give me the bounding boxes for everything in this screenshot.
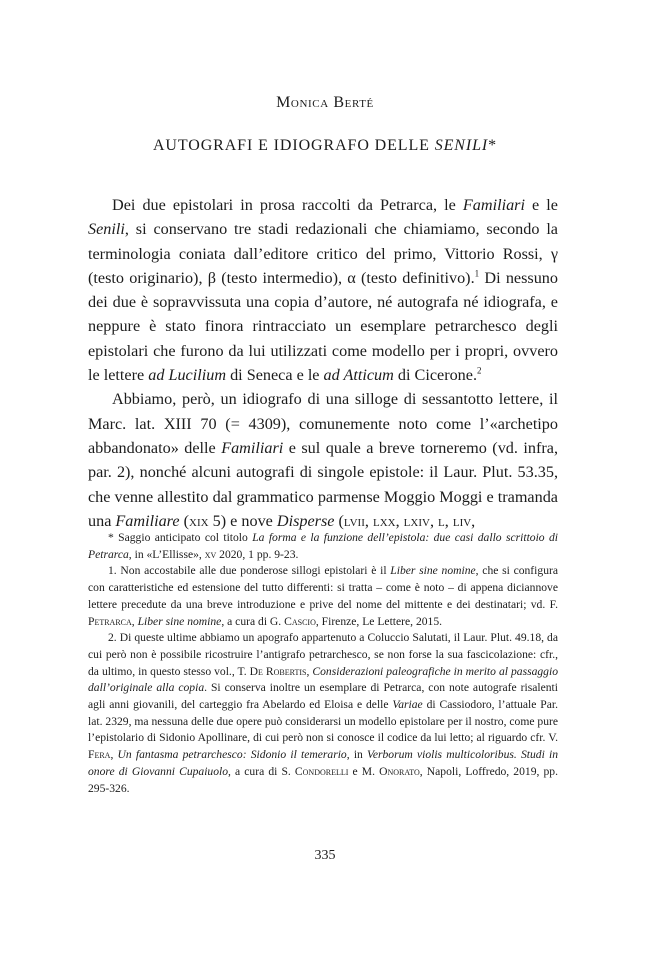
italic-run: Senili <box>88 220 125 239</box>
italic-run: ad Lucilium <box>148 366 227 385</box>
text-run: , <box>131 614 138 628</box>
text-run: , a cura di G. <box>221 614 285 628</box>
page-number: 335 <box>314 848 336 863</box>
small-caps-run: xv <box>204 547 217 561</box>
small-caps-run: Cascio <box>284 614 316 628</box>
text-run: di Cassiodoro, l’attuale Par. lat. 2329, ma nessuna delle due opere può considerarsi un modello epistolare per il nostro, come pure l’epistolario di Sidonio Apollinare, di cui però non si conosce il codice da lui letto; al riguardo cfr. V. <box>88 698 559 745</box>
text-run: 1. Non accostabile alle due ponderose sillogi epistolari è il <box>108 564 391 578</box>
italic-run: Considerazioni paleografiche in merito al passaggio dall’originale alla copia <box>88 664 559 695</box>
italic-run: Un fantasma petrarchesco: Sidonio il temerario <box>117 748 347 762</box>
main-text <box>88 193 558 533</box>
title-main: AUTOGRAFI E IDIOGRAFO DELLE <box>152 137 435 154</box>
article-title <box>0 137 650 155</box>
text-run: , che si configura con caratteristiche ed estensione del tutto differenti: si tratta – come è noto – di appena diciannove lettere precedute da una breve introduzione e prive del nome del mittente e dei destinatari; vd. F. <box>88 564 558 611</box>
footnote-ref-1: 1 <box>474 268 480 279</box>
author-name: Monica Berté <box>276 94 374 111</box>
small-caps-run: De Robertis <box>249 664 307 678</box>
text-run: Di nessuno dei due è sopravvissuta una copia d’autore, né autografa né idiografa, e neppure è stato finora rintracciato un esemplare petrarchesco degli epistolari che furono da lui utilizzati come modello per i propri, ovvero le lettere <box>88 268 558 385</box>
italic-run: ad Atticum <box>323 366 394 385</box>
title-footnote-mark: * <box>488 137 498 154</box>
paragraph-1 <box>88 193 558 387</box>
text-run: e M. <box>348 764 380 778</box>
small-caps-run: xix <box>189 511 209 530</box>
small-caps-run: Fera <box>88 748 111 762</box>
text-run: , <box>110 748 118 762</box>
title-italic: SENILI <box>434 137 489 154</box>
small-caps-run: lvii, lxx, lxiv, l, liv, <box>343 511 476 530</box>
italic-run: Variae <box>392 698 423 712</box>
text-run: , Napoli, Loffredo, 2019, pp. 295-326. <box>88 764 558 795</box>
text-run: , si conservano tre stadi redazionali che chiamiamo, secondo la terminologia coniata dall’editore critico del primo, Vittorio Rossi, γ (testo originario), β (testo intermedio), α (testo definitivo). <box>88 220 558 287</box>
text-run: e le <box>524 196 558 214</box>
text-run: , <box>306 664 313 678</box>
italic-run: Liber sine nomine <box>137 614 222 628</box>
text-run: 2. Di queste ultime abbiamo un apografo appartenuto a Coluccio Salutati, il Laur. Plut. 49.18, da cui però non è possibile ricostruire l’antigrafo petrarchesco, se non forse la sua fascicolazione: cfr., da ultimo, in questo stesso vol., T. <box>88 631 558 678</box>
text-run: , Firenze, Le Lettere, 2015. <box>315 614 443 628</box>
footnote-star <box>88 530 558 563</box>
text-run: di Seneca e le <box>226 366 324 385</box>
small-caps-run: Petrarca <box>88 614 132 628</box>
italic-run: Liber sine nomine <box>390 564 476 578</box>
text-run: Abbiamo, però, un idiografo di una silloge di sessantotto lettere, il Marc. lat. XIII 70 (= 4309), comunemente noto come l’«archetipo abbandonato» delle <box>88 390 558 457</box>
text-run: , in <box>346 748 368 762</box>
text-run: 2020, 1 pp. 9-23. <box>216 547 299 561</box>
footnotes <box>88 530 558 797</box>
text-run: ( <box>179 511 190 530</box>
paragraph-2 <box>88 387 558 533</box>
text-run: . Si conserva inoltre un esemplare di Petrarca, con note autografe risalenti agli anni giovanili, del carteggio fra Abelardo ed Eloisa e delle <box>88 681 558 712</box>
italic-run: Familiari <box>462 196 525 214</box>
footnote-ref-2: 2 <box>477 365 482 376</box>
text-run: , in «L’Ellisse», <box>128 547 205 561</box>
italic-run: Verborum violis multicoloribus. Studi in onore di Giovanni Cupaiuolo <box>88 748 559 778</box>
text-run: e sul quale a breve torneremo (vd. infra, par. 2), nonché alcuni autografi di singole epistole: il Laur. Plut. 53.35, che venne allestito dal grammatico parmense Moggio Moggi e tramanda una <box>88 438 559 530</box>
text-run: * Saggio anticipato col titolo <box>108 531 253 544</box>
text-run: Dei due epistolari in prosa raccolti da Petrarca, le <box>112 196 463 214</box>
footnote-2 <box>88 630 558 797</box>
footnote-1 <box>88 563 558 630</box>
italic-run: La forma e la funzione dell’epistola: due casi dallo scrittoio di Petrarca <box>88 531 558 561</box>
small-caps-run: Condorelli <box>294 764 349 778</box>
italic-run: Familiare <box>115 511 180 530</box>
italic-run: Familiari <box>221 438 284 457</box>
text-run: di Cicerone. <box>393 366 478 385</box>
italic-run: Disperse <box>276 511 335 530</box>
text-run: , a cura di S. <box>228 764 295 778</box>
small-caps-run: Onorato <box>379 764 420 778</box>
text-run: ( <box>334 511 344 530</box>
text-run: 5) e nove <box>208 511 277 530</box>
